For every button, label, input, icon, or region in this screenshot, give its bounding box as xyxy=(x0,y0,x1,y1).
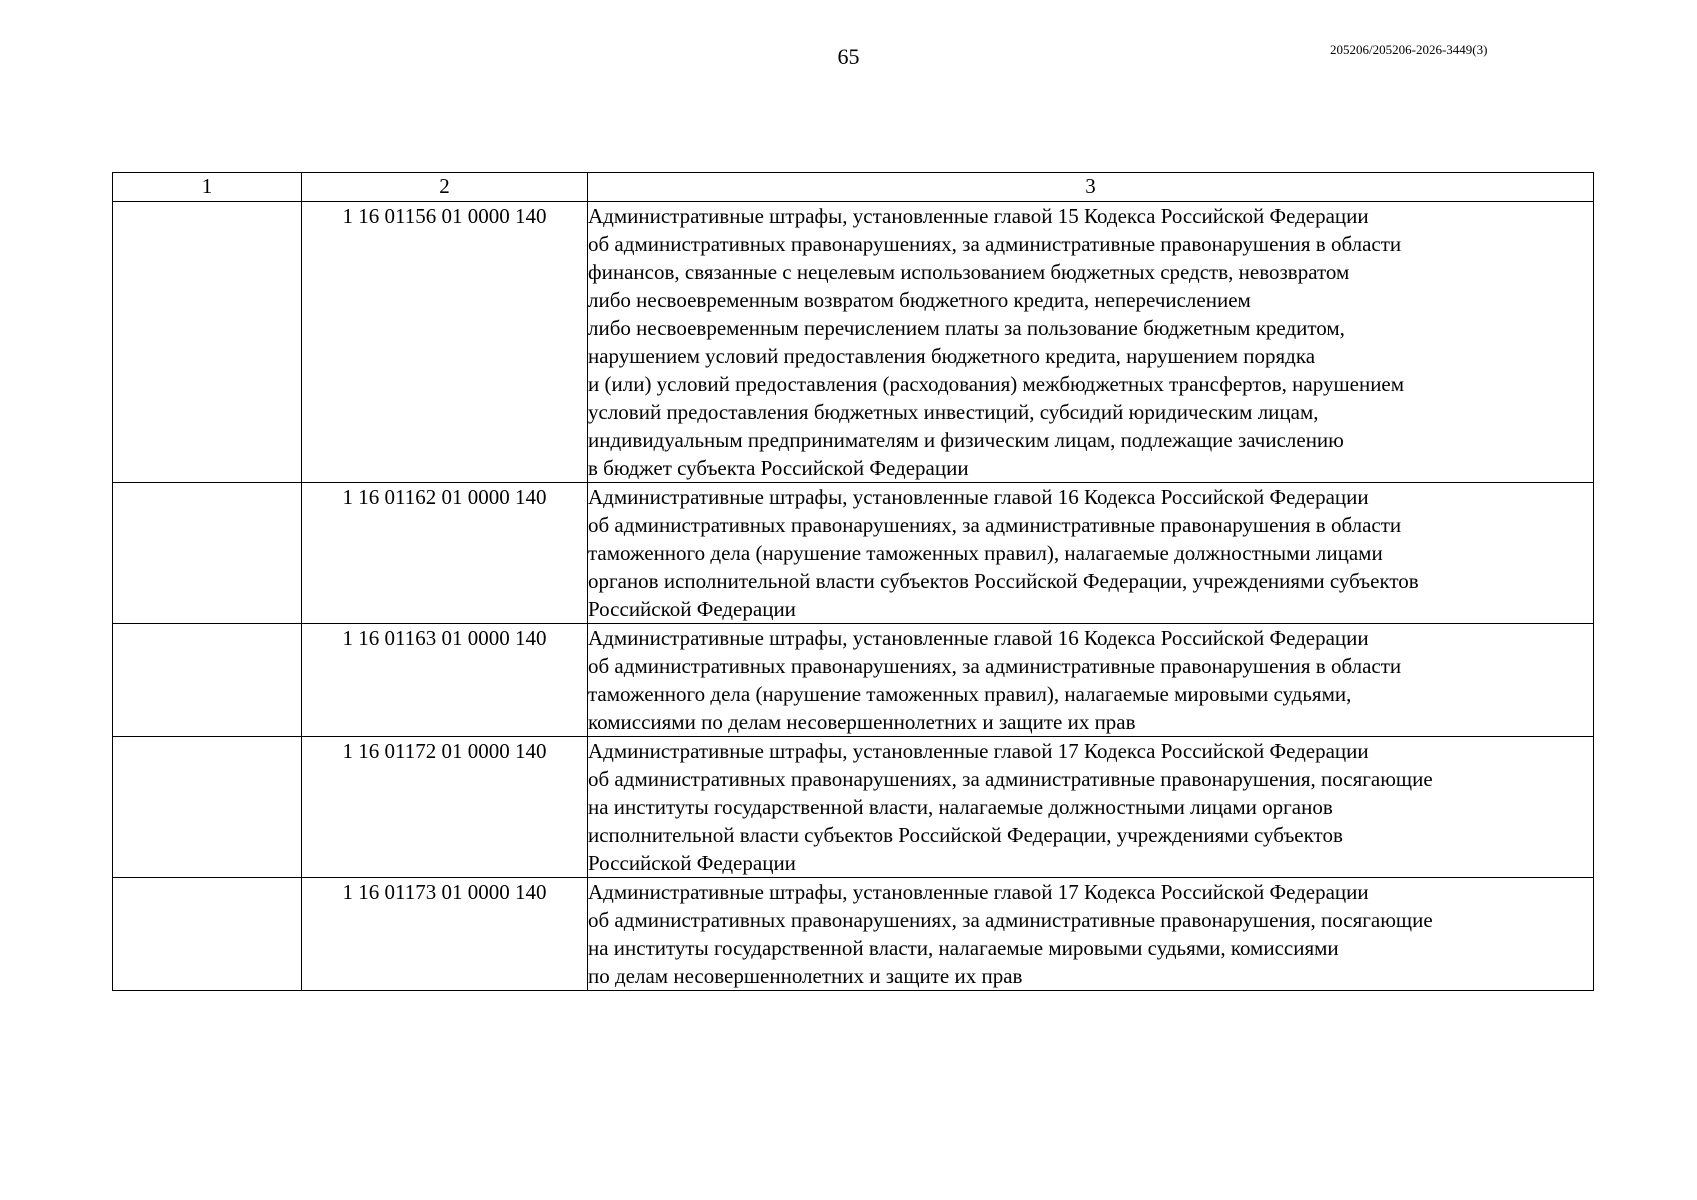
description-line: финансов, связанные с нецелевым использованием бюджетных средств, невозвратом xyxy=(588,260,1350,284)
description-line: Административные штрафы, установленные главой 17 Кодекса Российской Федерации xyxy=(588,880,1369,904)
description-line: таможенного дела (нарушение таможенных правил), налагаемые мировыми судьями, xyxy=(588,682,1352,706)
description-line: нарушением условий предоставления бюджетного кредита, нарушением порядка xyxy=(588,344,1316,368)
description-line: либо несвоевременным возвратом бюджетного кредита, неперечислением xyxy=(588,288,1251,312)
revenue-description xyxy=(588,737,1594,878)
description-line: об административных правонарушениях, за административные правонарушения в области xyxy=(588,654,1402,678)
row-col1-cell xyxy=(113,202,302,483)
description-line: индивидуальным предпринимателям и физическим лицам, подлежащие зачислению xyxy=(588,428,1344,452)
revenue-code: 1 16 01156 01 0000 140 xyxy=(302,202,588,483)
table-row xyxy=(113,737,1594,878)
column-header-2: 2 xyxy=(302,173,588,202)
description-line: таможенного дела (нарушение таможенных правил), налагаемые должностными лицами xyxy=(588,541,1383,565)
revenue-codes-table xyxy=(112,172,1594,991)
description-line: Административные штрафы, установленные главой 16 Кодекса Российской Федерации xyxy=(588,485,1369,509)
description-line: на институты государственной власти, налагаемые должностными лицами органов xyxy=(588,795,1333,819)
description-line: условий предоставления бюджетных инвестиций, субсидий юридическим лицам, xyxy=(588,400,1319,424)
table-row xyxy=(113,624,1594,737)
row-col1-cell xyxy=(113,878,302,991)
table-row xyxy=(113,202,1594,483)
description-line: комиссиями по делам несовершеннолетних и защите их прав xyxy=(588,710,1136,734)
description-line: об административных правонарушениях, за административные правонарушения в области xyxy=(588,513,1402,537)
description-line: на институты государственной власти, налагаемые мировыми судьями, комиссиями xyxy=(588,936,1339,960)
description-line: Административные штрафы, установленные главой 15 Кодекса Российской Федерации xyxy=(588,204,1369,228)
revenue-code: 1 16 01162 01 0000 140 xyxy=(302,483,588,624)
row-col1-cell xyxy=(113,483,302,624)
description-line: по делам несовершеннолетних и защите их прав xyxy=(588,964,1023,988)
description-line: об административных правонарушениях, за административные правонарушения в области xyxy=(588,232,1402,256)
description-line: Административные штрафы, установленные главой 16 Кодекса Российской Федерации xyxy=(588,626,1369,650)
page-number: 65 xyxy=(837,44,860,69)
description-line: исполнительной власти субъектов Российской Федерации, учреждениями субъектов xyxy=(588,823,1343,847)
description-line: Российской Федерации xyxy=(588,851,796,875)
revenue-description xyxy=(588,624,1594,737)
description-line: в бюджет субъекта Российской Федерации xyxy=(588,456,969,480)
row-col1-cell xyxy=(113,624,302,737)
revenue-code: 1 16 01163 01 0000 140 xyxy=(302,624,588,737)
table-row xyxy=(113,483,1594,624)
document-id: 205206/205206-2026-3449(3) xyxy=(1330,42,1488,57)
revenue-description xyxy=(588,878,1594,991)
column-header-3: 3 xyxy=(588,173,1594,202)
column-header-1: 1 xyxy=(113,173,302,202)
description-line: Административные штрафы, установленные главой 17 Кодекса Российской Федерации xyxy=(588,739,1369,763)
description-line: Российской Федерации xyxy=(588,597,796,621)
revenue-code: 1 16 01172 01 0000 140 xyxy=(302,737,588,878)
table-row xyxy=(113,878,1594,991)
description-line: органов исполнительной власти субъектов Российской Федерации, учреждениями субъектов xyxy=(588,569,1419,593)
row-col1-cell xyxy=(113,737,302,878)
revenue-code: 1 16 01173 01 0000 140 xyxy=(302,878,588,991)
revenue-description xyxy=(588,483,1594,624)
description-line: и (или) условий предоставления (расходования) межбюджетных трансфертов, нарушением xyxy=(588,372,1405,396)
table-header-row xyxy=(113,173,1594,202)
description-line: либо несвоевременным перечислением платы за пользование бюджетным кредитом, xyxy=(588,316,1345,340)
description-line: об административных правонарушениях, за административные правонарушения, посягающие xyxy=(588,767,1433,791)
revenue-description xyxy=(588,202,1594,483)
description-line: об административных правонарушениях, за административные правонарушения, посягающие xyxy=(588,908,1433,932)
